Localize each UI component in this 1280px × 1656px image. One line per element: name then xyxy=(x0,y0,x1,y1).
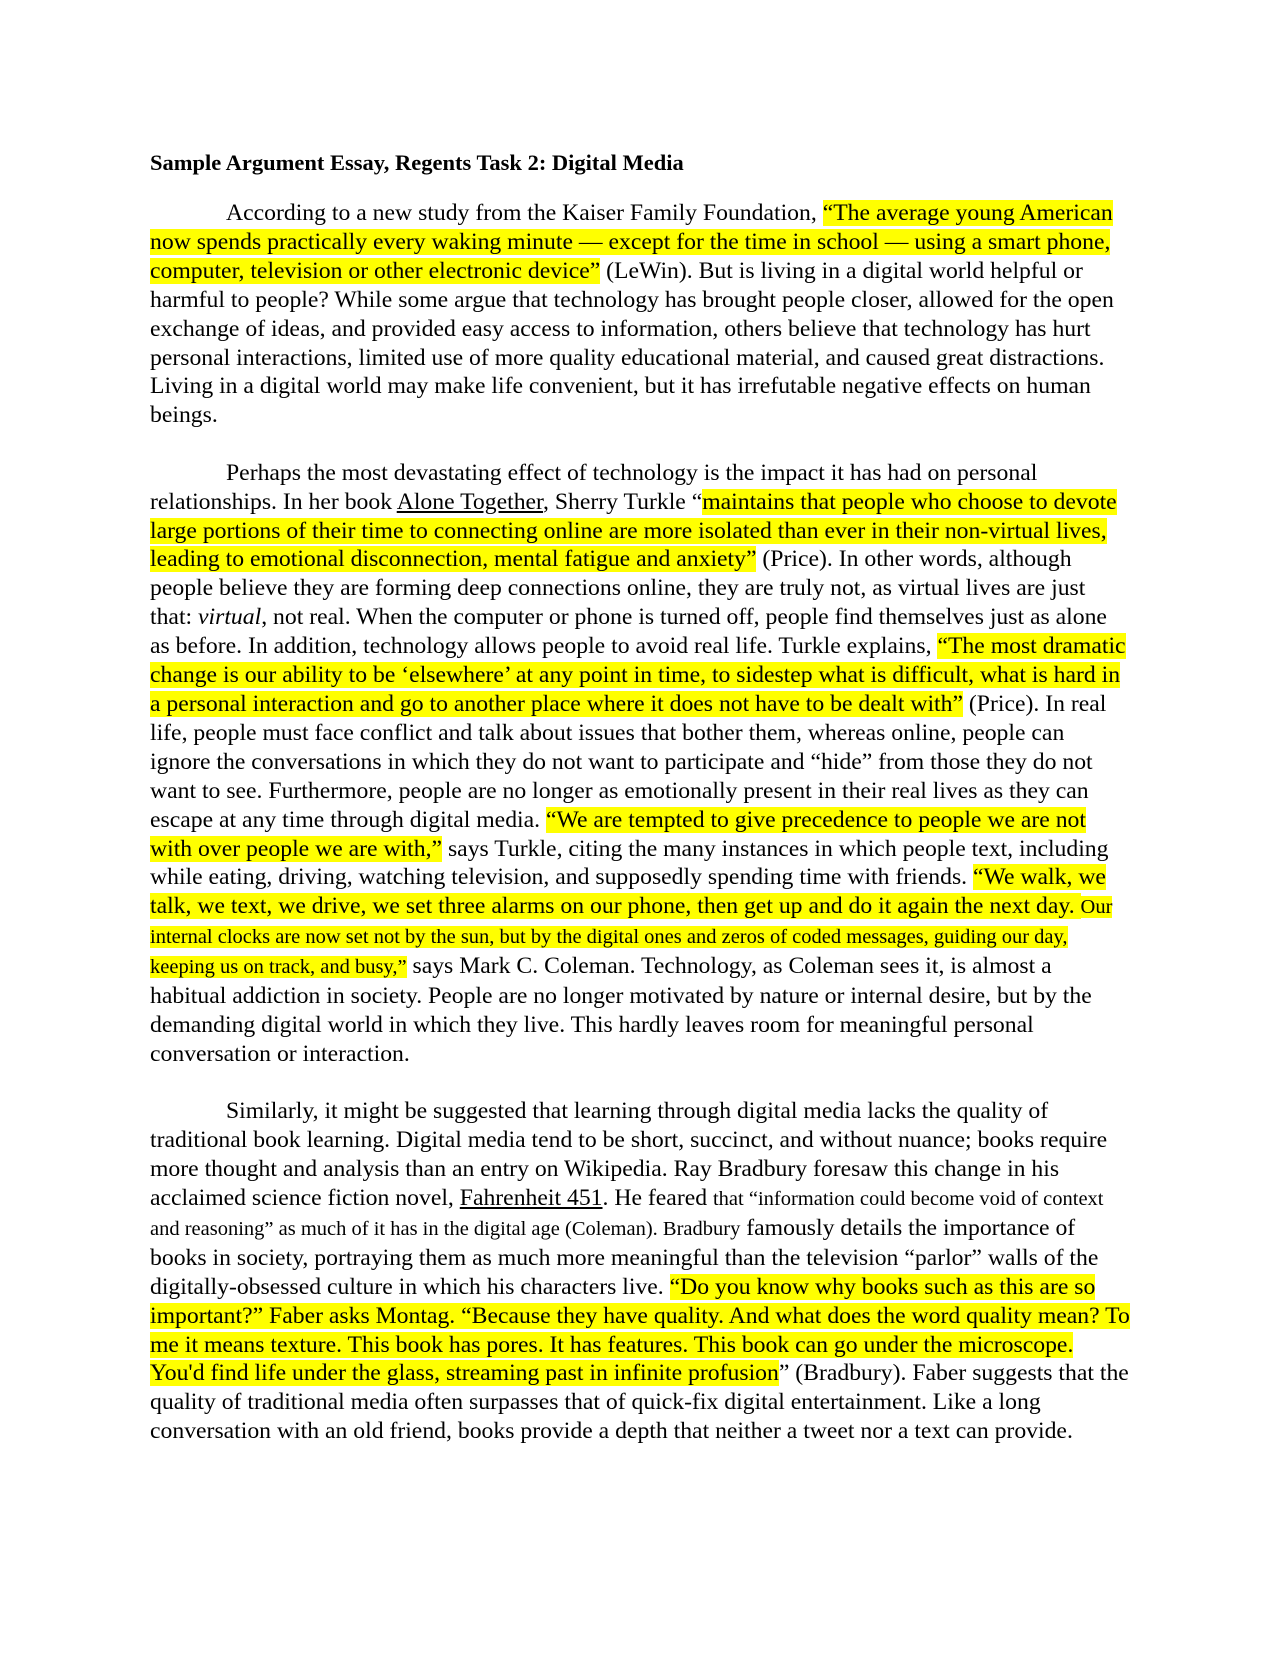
text-segment: Similarly, it might be suggested that learning through digital media lacks the quality of traditional book learning. Digital media tend to be short, succinct, and without nuance; books require more thought and analysis than an entry on Wikipedia. Ray Bradbury foresaw this change in his acclaimed science fiction novel, xyxy=(150,1098,1108,1211)
text-segment: . He feared xyxy=(602,1185,713,1211)
text-segment: , not real. When the computer or phone is turned off, people find themselves just as alone as before. In addition, technology allows people to avoid real life. Turkle explains, xyxy=(150,604,1107,660)
text-segment: , Sherry Turkle “ xyxy=(543,488,703,515)
text-segment: (LeWin). But is living in a digital world helpful or harmful to people? While some argue that technology has brought people closer, allowed for the open exchange of ideas, and provided easy access to information, others believe that technology has hurt personal interactions, limited use of more quality educational material, and caused great distractions. Living in a digital world may make life convenient, but it has irrefutable negative effects on human beings. xyxy=(150,257,1114,429)
highlighted-quote: “We walk, we talk, we text, we drive, we set three alarms on our phone, then get up and do it again the next day. xyxy=(150,864,1106,920)
essay-paragraph-1 xyxy=(150,199,1130,430)
text-segment: Perhaps the most devastating effect of technology is the impact it has had on personal relationships. In her book xyxy=(150,459,1038,515)
essay-title: Sample Argument Essay, Regents Task 2: Digital Media xyxy=(150,150,684,175)
highlighted-quote: “We are tempted to give precedence to people we are not with over people we are with,” xyxy=(150,806,1086,862)
essay-paragraph-3 xyxy=(150,1097,1130,1446)
text-segment: (Price). In real life, people must face conflict and talk about issues that bother them, whereas online, people can ignore the conversations in which they do not want to participate and “hide” from those they do not want to see. Furthermore, people are no longer as emotionally present in their real lives as they can escape at any time through digital media. xyxy=(150,691,1107,833)
emphasis-text: virtual xyxy=(198,604,262,631)
text-segment: According to a new study from the Kaiser Family Foundation, xyxy=(226,200,823,226)
highlighted-quote: “The most dramatic change is our ability to be ‘elsewhere’ at any point in time, to sidestep what is difficult, what is hard in a personal interaction and go to another place where it does not have to be dealt with” xyxy=(150,633,1126,717)
book-title: Fahrenheit 451 xyxy=(459,1185,603,1211)
text-segment: ” (Bradbury). Faber suggests that the quality of traditional media often surpasses that of quick-fix digital entertainment. Like a long conversation with an old friend, books provide a depth that neither a tweet nor a text can provide. xyxy=(150,1360,1129,1445)
text-segment: famously details the importance of books in society, portraying them as much more meaningful than the television “parlor” walls of the digitally-obsessed culture in which his characters live. xyxy=(150,1214,1099,1300)
highlighted-quote: “The average young American now spends practically every waking minute — except for the time in school — using a smart phone, computer, television or other electronic device” xyxy=(150,200,1113,284)
essay-paragraph-2 xyxy=(150,459,1130,1069)
highlighted-quote: “Do you know why books such as this are so important?” Faber asks Montag. “Because they have quality. And what does the word quality mean? To me it means texture. This book has pores. It has features. This book can go under the microscope. You'd find life under the glass, streaming past in infinite profusion xyxy=(150,1273,1130,1387)
text-segment: (Price). In other words, although people believe they are forming deep connections online, they are truly not, as virtual lives are just that: xyxy=(150,546,1086,631)
essay-page xyxy=(150,140,1130,1475)
essay-body xyxy=(150,199,1130,1446)
book-title: Alone Together xyxy=(396,488,543,515)
text-segment: says Turkle, citing the many instances in which people text, including while eating, driving, watching television, and supposedly spending time with friends. xyxy=(150,835,1109,891)
highlighted-quote: maintains that people who choose to devote large portions of their time to connecting online are more isolated than ever in their non-virtual lives, leading to emotional disconnection, mental fatigue and anxiety” xyxy=(150,488,1117,573)
text-segment: that “information could become void of context and reasoning” as much of it has in the digital age (Coleman). Bradbury xyxy=(150,1188,1104,1240)
highlighted-quote: Our internal clocks are now set not by the sun, but by the digital ones and zeros of coded messages, guiding our day, keeping us on track, and busy,” xyxy=(150,896,1113,979)
text-segment: says Mark C. Coleman. Technology, as Coleman sees it, is almost a habitual addiction in society. People are no longer motivated by nature or internal desire, but by the demanding digital world in which they live. This hardly leaves room for meaningful personal conversation or interaction. xyxy=(150,953,1092,1067)
